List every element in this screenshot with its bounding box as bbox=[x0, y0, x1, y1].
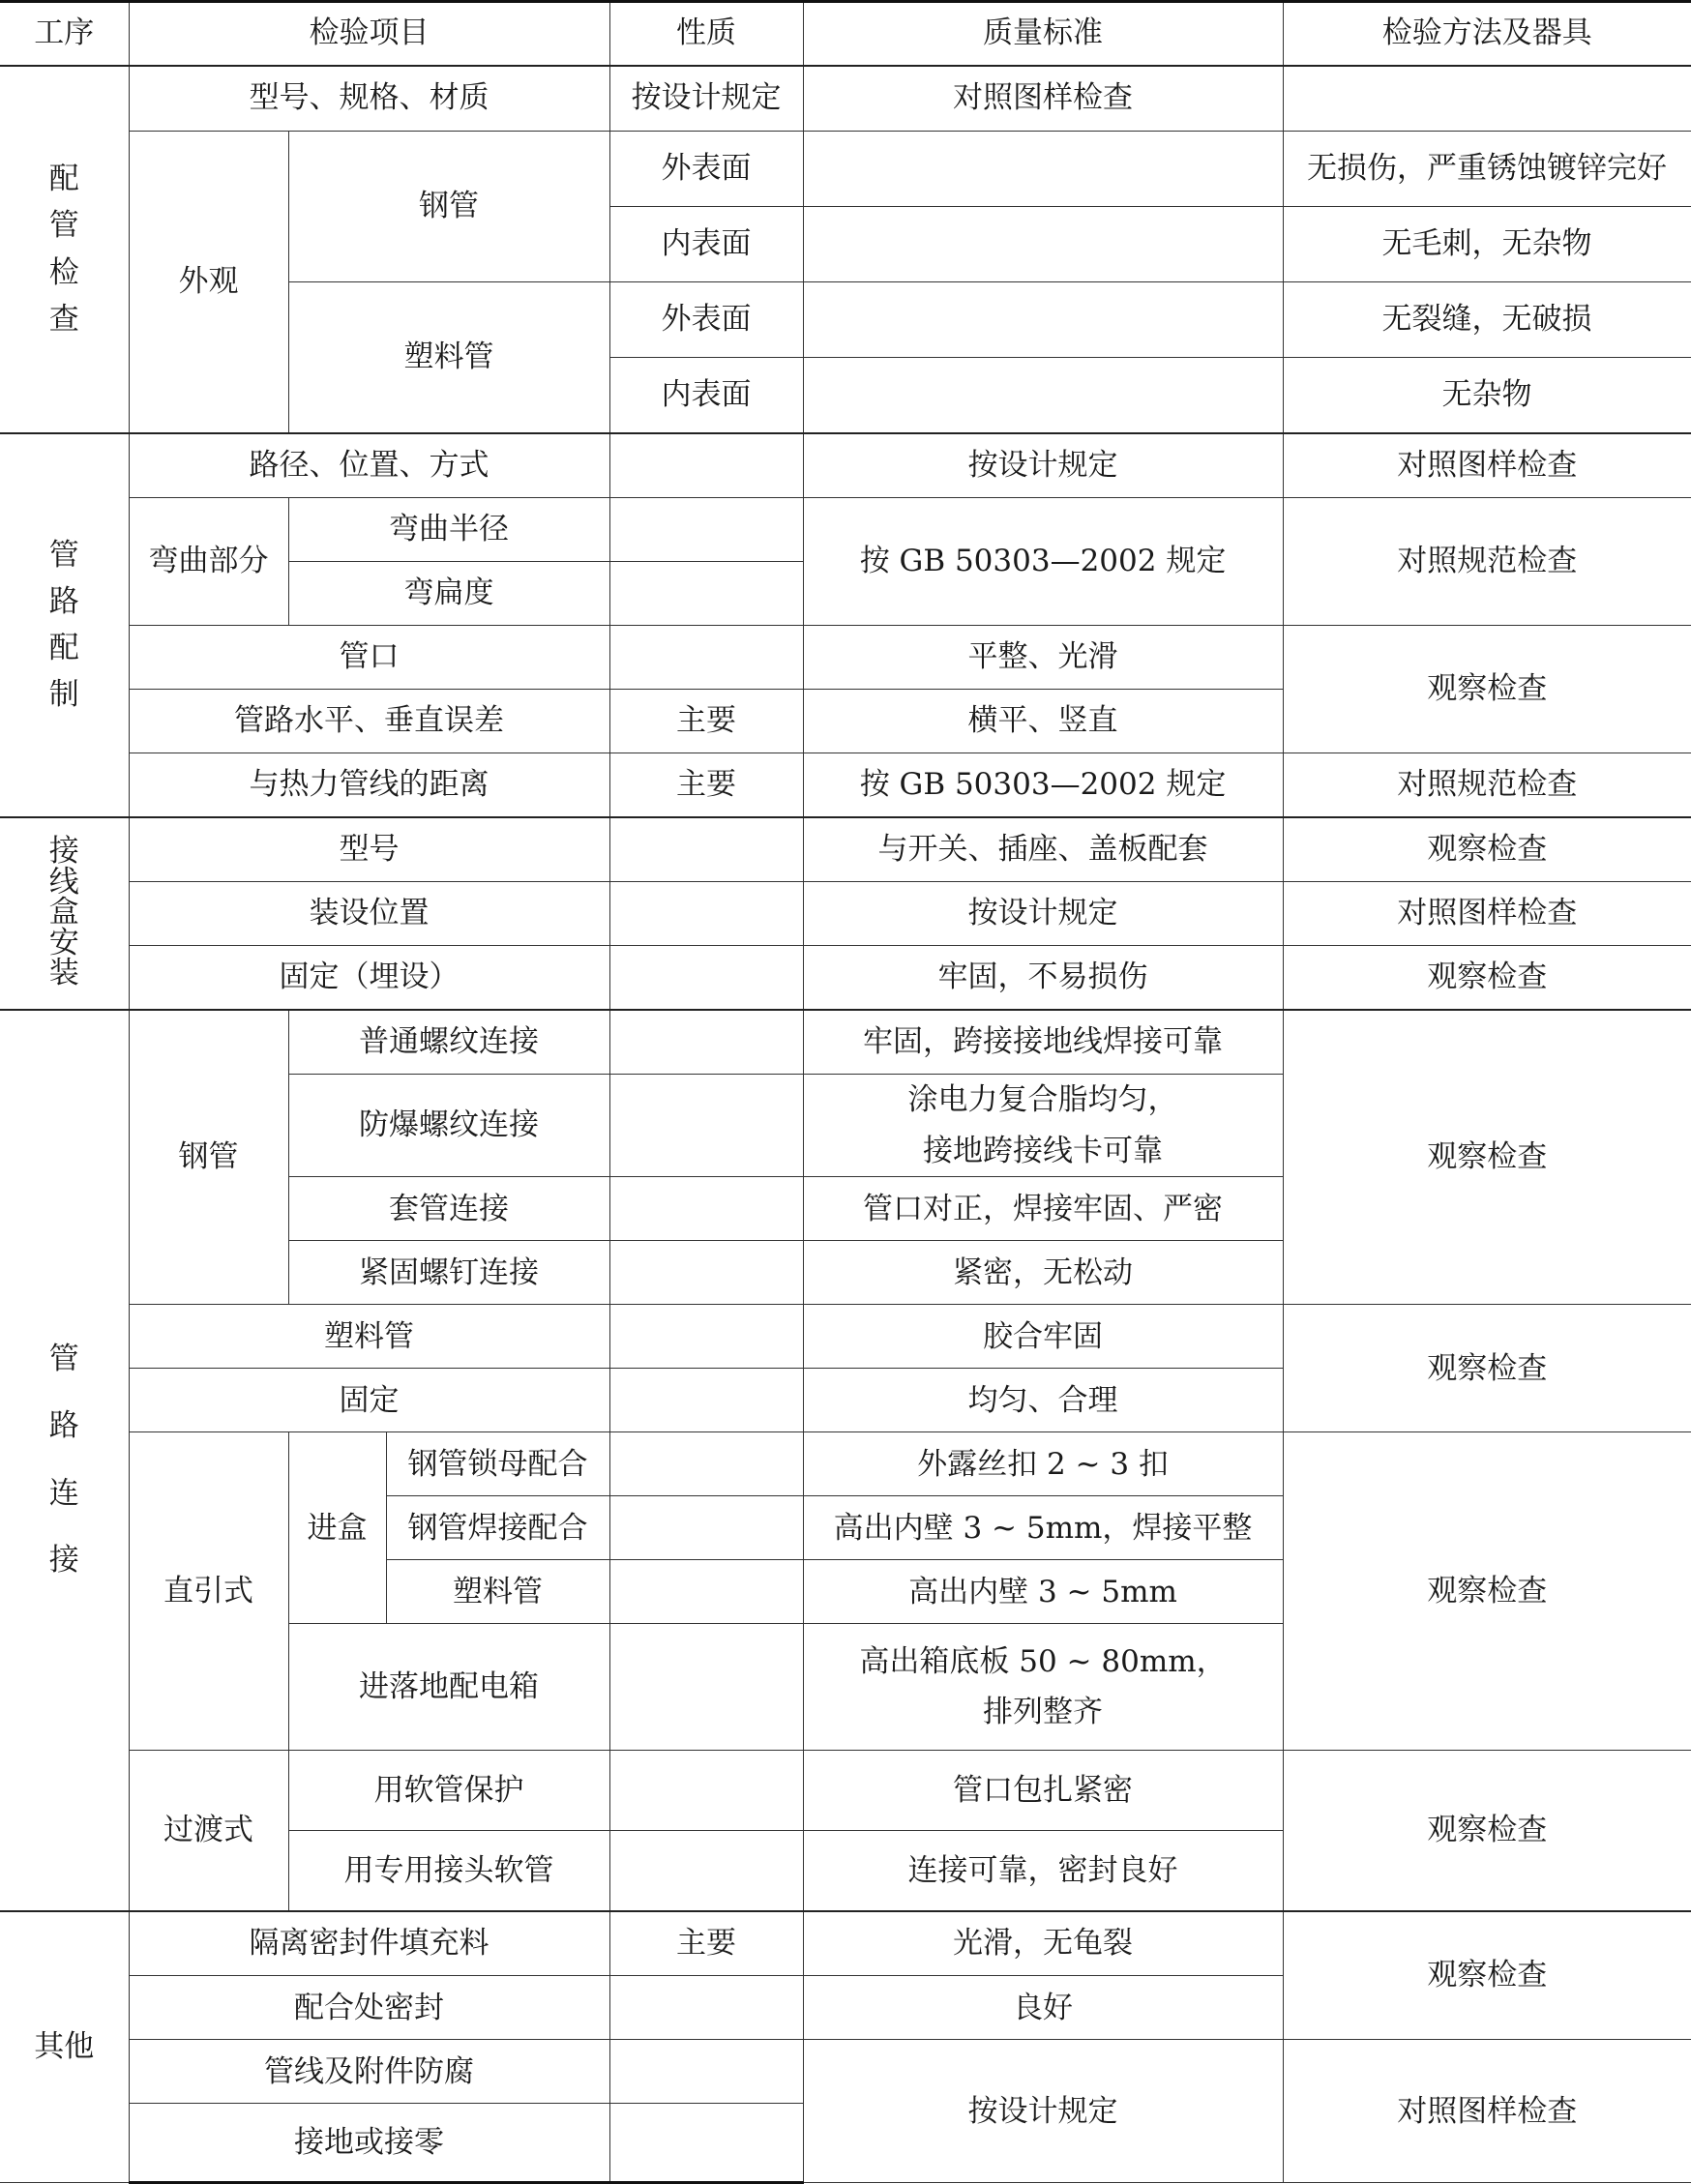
process-label bbox=[4, 532, 125, 718]
item-cell: 钢管焊接配合 bbox=[386, 1496, 609, 1560]
header-method: 检验方法及器具 bbox=[1283, 2, 1691, 66]
nature-cell: 按设计规定 bbox=[609, 66, 803, 132]
standard-cell: 均匀、合理 bbox=[803, 1369, 1283, 1432]
standard-cell: 按设计规定 bbox=[803, 882, 1283, 946]
method-cell: 观察检查 bbox=[1283, 1010, 1691, 1305]
table-row bbox=[0, 817, 1691, 882]
process-char: 安 bbox=[48, 925, 79, 960]
item-cell: 内表面 bbox=[609, 207, 803, 282]
item-group-cell: 直引式 bbox=[129, 1432, 288, 1751]
item-cell: 紧固螺钉连接 bbox=[288, 1241, 609, 1305]
table-row bbox=[0, 2040, 1691, 2104]
item-cell: 弯曲半径 bbox=[288, 498, 609, 562]
standard-cell: 无杂物 bbox=[1283, 358, 1691, 433]
process-char: 查 bbox=[48, 301, 79, 337]
item-cell: 塑料管 bbox=[386, 1560, 609, 1624]
standard-cell: 外露丝扣 2 ~ 3 扣 bbox=[803, 1432, 1283, 1496]
table-row bbox=[0, 433, 1691, 498]
item-cell: 管路水平、垂直误差 bbox=[129, 690, 609, 753]
process-char: 管 bbox=[48, 208, 79, 244]
nature-cell bbox=[609, 882, 803, 946]
nature-cell bbox=[609, 562, 803, 626]
method-cell: 对照规范检查 bbox=[1283, 753, 1691, 817]
process-cell: 其他 bbox=[0, 1911, 129, 2183]
standard-cell bbox=[803, 1624, 1283, 1751]
process-char: 连 bbox=[48, 1475, 79, 1511]
standard-cell: 胶合牢固 bbox=[803, 1305, 1283, 1369]
item-group-cell: 钢管 bbox=[129, 1010, 288, 1305]
method-cell: 观察检查 bbox=[1283, 946, 1691, 1010]
item-cell: 塑料管 bbox=[129, 1305, 609, 1369]
method-cell: 观察检查 bbox=[1283, 1911, 1691, 2040]
standard-cell: 按设计规定 bbox=[803, 2040, 1283, 2183]
method-cell: 对照图样检查 bbox=[1283, 882, 1691, 946]
process-cell bbox=[0, 433, 129, 817]
standard-line: 涂电力复合脂均匀， bbox=[907, 1082, 1178, 1117]
nature-cell bbox=[803, 132, 1283, 207]
process-char: 盒 bbox=[48, 895, 79, 930]
nature-cell: 主要 bbox=[609, 690, 803, 753]
item-cell: 钢管锁母配合 bbox=[386, 1432, 609, 1496]
standard-cell: 牢固，不易损伤 bbox=[803, 946, 1283, 1010]
table-row bbox=[0, 753, 1691, 817]
standard-cell: 连接可靠，密封良好 bbox=[803, 1831, 1283, 1911]
process-char: 路 bbox=[48, 583, 79, 619]
item-cell: 用软管保护 bbox=[288, 1751, 609, 1831]
item-cell: 接地或接零 bbox=[129, 2104, 609, 2183]
item-cell: 装设位置 bbox=[129, 882, 609, 946]
process-char: 检 bbox=[48, 254, 79, 290]
item-subgroup-cell: 钢管 bbox=[288, 132, 609, 282]
nature-cell bbox=[803, 358, 1283, 433]
item-subgroup-cell: 塑料管 bbox=[288, 282, 609, 433]
table-row bbox=[0, 1432, 1691, 1496]
standard-cell: 光滑，无龟裂 bbox=[803, 1911, 1283, 1976]
standard-cell: 平整、光滑 bbox=[803, 626, 1283, 690]
header-row bbox=[0, 2, 1691, 66]
standard-line: 高出箱底板 50 ~ 80mm， bbox=[859, 1643, 1227, 1679]
item-cell: 管线及附件防腐 bbox=[129, 2040, 609, 2104]
process-label bbox=[4, 833, 125, 991]
nature-cell bbox=[609, 1369, 803, 1432]
standard-line: 接地跨接线卡可靠 bbox=[923, 1133, 1164, 1168]
nature-cell: 主要 bbox=[609, 1911, 803, 1976]
process-cell bbox=[0, 1010, 129, 1911]
process-char: 配 bbox=[48, 631, 79, 665]
process-char: 管 bbox=[48, 1341, 79, 1376]
nature-cell bbox=[609, 1432, 803, 1496]
item-cell: 套管连接 bbox=[288, 1177, 609, 1241]
method-cell: 观察检查 bbox=[1283, 1432, 1691, 1751]
process-label bbox=[4, 1326, 125, 1595]
item-cell: 型号 bbox=[129, 817, 609, 882]
item-cell: 进落地配电箱 bbox=[288, 1624, 609, 1751]
item-cell: 普通螺纹连接 bbox=[288, 1010, 609, 1075]
item-cell: 外表面 bbox=[609, 132, 803, 207]
nature-cell bbox=[609, 1560, 803, 1624]
table-row bbox=[0, 882, 1691, 946]
standard-cell: 与开关、插座、盖板配套 bbox=[803, 817, 1283, 882]
standard-cell: 无裂缝，无破损 bbox=[1283, 282, 1691, 358]
nature-cell bbox=[609, 1010, 803, 1075]
item-cell: 内表面 bbox=[609, 358, 803, 433]
method-cell: 对照规范检查 bbox=[1283, 498, 1691, 626]
nature-cell bbox=[609, 1075, 803, 1177]
item-cell: 防爆螺纹连接 bbox=[288, 1075, 609, 1177]
nature-cell bbox=[609, 1496, 803, 1560]
nature-cell bbox=[609, 626, 803, 690]
standard-cell: 无损伤，严重锈蚀镀锌完好 bbox=[1283, 132, 1691, 207]
table-row bbox=[0, 66, 1691, 132]
nature-cell bbox=[609, 1177, 803, 1241]
item-cell: 外表面 bbox=[609, 282, 803, 358]
nature-cell bbox=[609, 498, 803, 562]
table-row bbox=[0, 498, 1691, 562]
standard-cell: 按 GB 50303—2002 规定 bbox=[803, 498, 1283, 626]
process-cell bbox=[0, 66, 129, 433]
nature-cell bbox=[803, 282, 1283, 358]
table-row bbox=[0, 626, 1691, 690]
item-subgroup-cell: 进盒 bbox=[288, 1432, 386, 1624]
nature-cell bbox=[609, 2040, 803, 2104]
nature-cell bbox=[609, 1305, 803, 1369]
standard-cell: 良好 bbox=[803, 1976, 1283, 2040]
standard-line: 排列整齐 bbox=[983, 1695, 1104, 1730]
item-group-cell: 外观 bbox=[129, 132, 288, 433]
process-char: 路 bbox=[48, 1408, 79, 1444]
header-nature: 性质 bbox=[609, 2, 803, 66]
process-cell bbox=[0, 817, 129, 1010]
standard-cell: 管口对正，焊接牢固、严密 bbox=[803, 1177, 1283, 1241]
nature-cell bbox=[609, 433, 803, 498]
standard-cell: 无毛刺，无杂物 bbox=[1283, 207, 1691, 282]
nature-cell bbox=[609, 1831, 803, 1911]
standard-cell: 管口包扎紧密 bbox=[803, 1751, 1283, 1831]
process-char: 配 bbox=[48, 162, 79, 197]
item-cell: 用专用接头软管 bbox=[288, 1831, 609, 1911]
item-cell: 路径、位置、方式 bbox=[129, 433, 609, 498]
standard-cell: 紧密，无松动 bbox=[803, 1241, 1283, 1305]
standard-cell: 横平、竖直 bbox=[803, 690, 1283, 753]
item-group-cell: 过渡式 bbox=[129, 1751, 288, 1911]
item-cell: 与热力管线的距离 bbox=[129, 753, 609, 817]
process-char: 管 bbox=[48, 537, 79, 573]
nature-cell: 主要 bbox=[609, 753, 803, 817]
method-cell: 对照图样检查 bbox=[1283, 433, 1691, 498]
process-char: 装 bbox=[48, 956, 79, 991]
process-char: 线 bbox=[48, 864, 79, 900]
method-cell: 观察检查 bbox=[1283, 1751, 1691, 1911]
nature-cell bbox=[609, 817, 803, 882]
header-item: 检验项目 bbox=[129, 2, 609, 66]
standard-cell: 对照图样检查 bbox=[803, 66, 1283, 132]
process-char: 接 bbox=[48, 1543, 79, 1579]
header-process: 工序 bbox=[0, 2, 129, 66]
standard-cell: 高出内壁 3 ~ 5mm bbox=[803, 1560, 1283, 1624]
nature-cell bbox=[609, 946, 803, 1010]
item-cell: 隔离密封件填充料 bbox=[129, 1911, 609, 1976]
method-cell: 观察检查 bbox=[1283, 1305, 1691, 1432]
process-label bbox=[4, 156, 125, 341]
table-row bbox=[0, 1751, 1691, 1831]
item-cell: 配合处密封 bbox=[129, 1976, 609, 2040]
standard-cell: 按设计规定 bbox=[803, 433, 1283, 498]
table-row bbox=[0, 1305, 1691, 1369]
method-cell: 观察检查 bbox=[1283, 817, 1691, 882]
process-char: 接 bbox=[48, 833, 79, 869]
method-cell: 对照图样检查 bbox=[1283, 2040, 1691, 2183]
nature-cell bbox=[609, 1751, 803, 1831]
header-standard: 质量标准 bbox=[803, 2, 1283, 66]
item-group-cell: 弯曲部分 bbox=[129, 498, 288, 626]
nature-cell bbox=[803, 207, 1283, 282]
nature-cell bbox=[609, 1976, 803, 2040]
item-cell: 型号、规格、材质 bbox=[129, 66, 609, 132]
table-row bbox=[0, 132, 1691, 207]
method-cell: 观察检查 bbox=[1283, 626, 1691, 753]
standard-cell: 按 GB 50303—2002 规定 bbox=[803, 753, 1283, 817]
item-cell: 管口 bbox=[129, 626, 609, 690]
nature-cell bbox=[609, 2104, 803, 2183]
process-char: 制 bbox=[48, 677, 79, 713]
standard-cell bbox=[803, 1075, 1283, 1177]
item-cell: 固定（埋设） bbox=[129, 946, 609, 1010]
table-row bbox=[0, 1911, 1691, 1976]
nature-cell bbox=[609, 1624, 803, 1751]
item-cell: 固定 bbox=[129, 1369, 609, 1432]
table-row bbox=[0, 1010, 1691, 1075]
table-row bbox=[0, 946, 1691, 1010]
standard-cell: 牢固，跨接接地线焊接可靠 bbox=[803, 1010, 1283, 1075]
method-cell bbox=[1283, 66, 1691, 132]
standard-cell: 高出内壁 3 ~ 5mm，焊接平整 bbox=[803, 1496, 1283, 1560]
nature-cell bbox=[609, 1241, 803, 1305]
item-cell: 弯扁度 bbox=[288, 562, 609, 626]
